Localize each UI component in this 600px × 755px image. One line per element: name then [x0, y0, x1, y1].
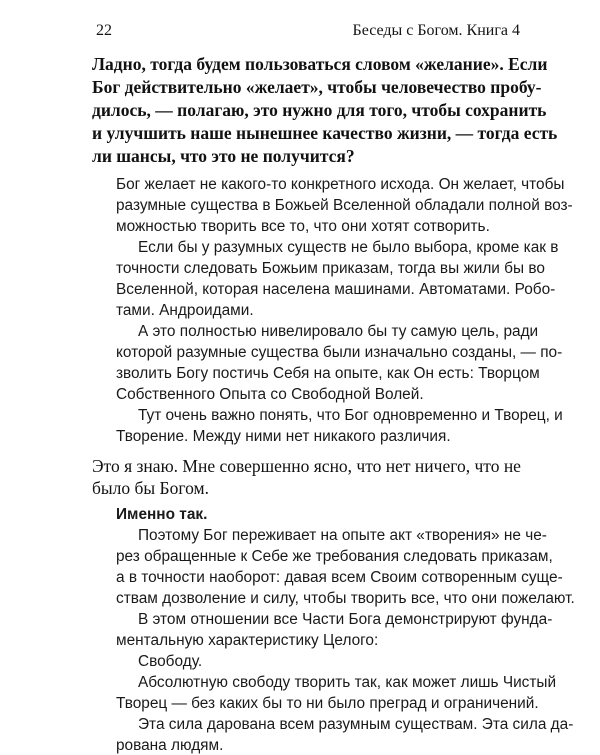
page-number: 22: [96, 22, 112, 39]
running-title: Беседы с Богом. Книга 4: [352, 22, 520, 39]
reply-line: было бы Богом.: [92, 478, 209, 498]
question-line: ли шансы, что это не получится?: [92, 146, 355, 166]
answer-line: точности следовать Божьим приказам, тогда вы жили бы во: [116, 260, 545, 277]
answer-line: Творение. Между ними нет никакого различия.: [116, 428, 451, 445]
answer-line: Вселенной, которая населена машинами. Автоматами. Робо-: [116, 281, 556, 298]
answer-line: Если бы у разумных существ не было выбора, кроме как в: [138, 239, 559, 256]
question-line: дилось, — полагаю, это нужно для того, чтобы сохранить: [92, 100, 547, 120]
answer-line: Собственного Опыта со Свободной Волей.: [116, 386, 424, 403]
answer-line: Свободу.: [138, 653, 203, 670]
question-line: Ладно, тогда будем пользоваться словом «желание». Если: [92, 54, 548, 74]
running-header: [96, 22, 520, 46]
answer-line: Эта сила дарована всем разумным существам. Эта сила да-: [138, 716, 574, 733]
answer-line: рез обращенные к Себе же требования следовать приказам,: [116, 548, 553, 565]
answer-heading: Именно так.: [116, 506, 208, 523]
answer-line: тами. Андроидами.: [116, 302, 254, 319]
answer-line: рована людям.: [116, 737, 224, 754]
answer-line: А это полностью нивелировало бы ту самую цель, ради: [138, 323, 539, 340]
answer-line: Творец — без каких бы то ни было преград и ограничений.: [116, 695, 539, 712]
answer-line: ствам дозволение и силу, чтобы творить все, что они пожелают.: [116, 590, 575, 607]
answer-line: которой разумные существа были изначально созданы, — по-: [116, 344, 563, 361]
answer-line: можностью творить все то, что они хотят сотворить.: [116, 218, 490, 235]
reply-line: Это я знаю. Мне совершенно ясно, что нет ничего, что не: [92, 456, 521, 476]
answer-line: разумные существа в Божьей Вселенной обладали полной воз-: [116, 197, 573, 214]
answer-line: ментальную характеристику Целого:: [116, 632, 379, 649]
answer-line: зволить Богу постичь Себя на опыте, как Он есть: Творцом: [116, 365, 540, 382]
answer-line: Бог желает не какого-то конкретного исхода. Он желает, чтобы: [116, 176, 565, 193]
question-line: Бог действительно «желает», чтобы человечество пробу-: [92, 77, 542, 97]
answer-line: Абсолютную свободу творить так, как может лишь Чистый: [138, 674, 557, 691]
answer-line: а в точности наоборот: давая всем Своим сотворенным суще-: [116, 569, 563, 586]
answer-line: Поэтому Бог переживает на опыте акт «творения» не че-: [138, 527, 547, 544]
answer-line: Тут очень важно понять, что Бог одновременно и Творец, и: [138, 407, 563, 424]
question-line: и улучшить наше нынешнее качество жизни, — тогда есть: [92, 123, 558, 143]
answer-line: В этом отношении все Части Бога демонстрируют фунда-: [138, 611, 553, 628]
